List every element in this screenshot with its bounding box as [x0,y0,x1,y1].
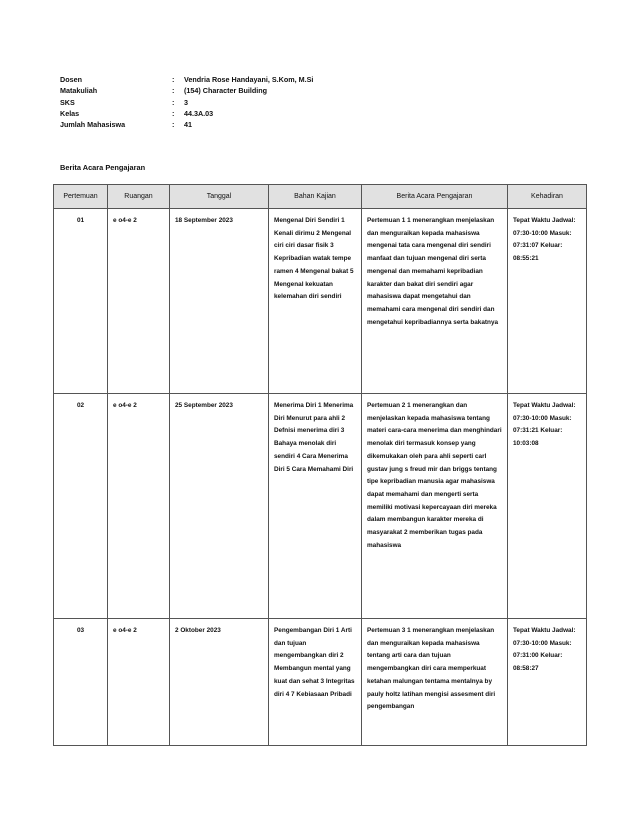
cell-berita-text: Pertemuan 1 1 menerangkan menjelaskan dan menguraikan kepada mahasiswa mengenai tata cara mengenal diri sendiri manfaat dan tujuan mengenal diri serta mengenal dan memahami kepribadian karakter dan bakat diri sendiri agar mahasiswa dapat mengetahui dan memahami cara mengenal diri sendiri dan mengetahui kepribadiannya serta bakatnya [367,217,499,326]
table-header-row [54,185,587,209]
cell-pertemuan: 01 [54,209,108,394]
info-label: SKS [60,97,75,107]
info-colon: : [172,97,175,107]
info-label: Dosen [60,75,82,84]
cell-bahan-text: Mengenal Diri Sendiri 1 Kenali dirimu 2 Mengenal ciri ciri dasar fisik 3 Kepribadian watak tempe ramen 4 Mengenal bakat 5 Mengenal kekuatan kelemahan diri sendiri [274,217,354,301]
info-value: (154) Character Building [184,86,268,96]
cell-kehadiran: Tepat Waktu Jadwal: 07:30-10:00 Masuk: 07:31:07 Keluar: 08:55:21 [508,209,587,394]
cell-ruangan: e o4-e 2 [108,619,170,746]
info-label: Matakuliah [60,86,98,96]
section-title: Berita Acara Pengajaran [60,163,146,172]
info-colon: : [172,108,175,118]
table-row [54,394,587,619]
cell-berita-acara [362,394,508,619]
info-label: Jumlah Mahasiswa [60,120,126,130]
cell-ruangan: e o4-e 2 [108,394,170,619]
cell-bahan-kajian [269,209,362,394]
info-value: 3 [184,97,188,107]
header-pertemuan: Pertemuan [54,185,108,209]
cell-berita-acara [362,209,508,394]
info-label: Kelas [60,108,80,118]
cell-bahan-text: Menerima Diri 1 Menerima Diri Menurut para ahli 2 Defnisi menerima diri 3 Bahaya menolak diri sendiri 4 Cara Menerima Diri 5 Cara Memahami Diri [274,402,354,473]
cell-tanggal: 2 Oktober 2023 [170,619,269,746]
cell-pertemuan: 02 [54,394,108,619]
header-bahan-kajian: Bahan Kajian [269,185,362,209]
cell-pertemuan: 03 [54,619,108,746]
cell-kehadiran: Tepat Waktu Jadwal: 07:30-10:00 Masuk: 07:31:00 Keluar: 08:58:27 [508,619,587,746]
cell-tanggal: 25 September 2023 [170,394,269,619]
table-row [54,619,587,746]
cell-berita-acara [362,619,508,746]
cell-bahan-text: Pengembangan Diri 1 Arti dan tujuan mengembangkan diri 2 Membangun mental yang kuat dan sehat 3 Integritas diri 4 7 Kebiasaan Pribadi [274,627,355,698]
cell-berita-text: Pertemuan 2 1 menerangkan dan menjelaskan kepada mahasiswa tentang materi cara-cara menerima dan menghindari menolak diri termasuk konsep yang dikemukakan oleh para ahli seperti carl gustav jung s freud mir dan briggs tentang tipe kepribadian manusia agar mahasiswa dapat memahami dan mengerti serta memiliki motivasi kepercayaan diri mereka dalam membangun karakter mereka di masyarakat 2 memberikan tugas pada mahasiswa [367,402,502,549]
header-berita-acara: Berita Acara Pengajaran [362,185,508,209]
cell-berita-text: Pertemuan 3 1 menerangkan menjelaskan dan menguraikan kepada mahasiswa tentang arti cara dan tujuan mengembangkan diri cara memperkuat ketahan malungan tentama mentalnya by pauly holtz latihan mengisi assesment diri pengembangan [367,627,496,711]
header-tanggal: Tanggal [170,185,269,209]
info-colon: : [172,120,175,130]
cell-ruangan: e o4-e 2 [108,209,170,394]
info-value: 44.3A.03 [184,108,214,118]
header-ruangan: Ruangan [108,185,170,209]
info-colon: : [172,75,175,84]
header-kehadiran: Kehadiran [508,185,587,209]
cell-bahan-kajian [269,619,362,746]
info-value: 41 [184,120,192,130]
table-row [54,209,587,394]
cell-kehadiran: Tepat Waktu Jadwal: 07:30-10:00 Masuk: 07:31:21 Keluar: 10:03:08 [508,394,587,619]
teaching-record-table [53,184,587,746]
info-value: Vendria Rose Handayani, S.Kom, M.Si [184,75,314,84]
info-colon: : [172,86,175,96]
cell-bahan-kajian [269,394,362,619]
cell-tanggal: 18 September 2023 [170,209,269,394]
